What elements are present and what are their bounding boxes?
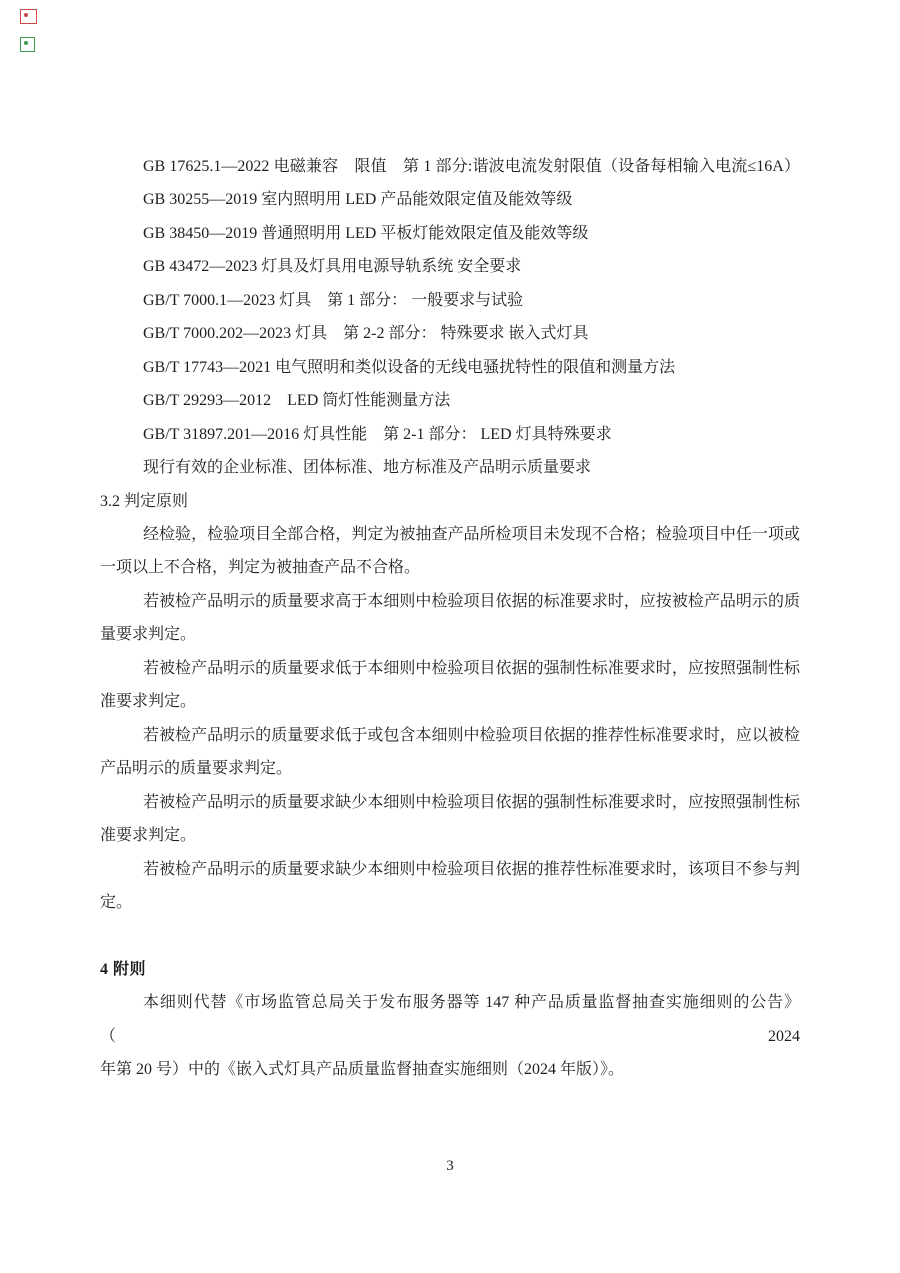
standard-ref-line: GB 30255—2019 室内照明用 LED 产品能效限定值及能效等级 — [143, 191, 573, 209]
standard-ref-line: 现行有效的企业标准、团体标准、地方标准及产品明示质量要求 — [143, 459, 592, 477]
standard-ref-line: GB 38450—2019 普通照明用 LED 平板灯能效限定值及能效等级 — [143, 224, 589, 242]
paragraph-line: 量要求判定。 — [100, 626, 197, 644]
page-number: 3 — [446, 1158, 454, 1174]
paragraph-line: 本细则代替《市场监管总局关于发布服务器等 147 种产品质量监督抽查实施细则的公告》（2024 — [100, 994, 800, 1045]
blank-line — [100, 919, 800, 952]
paragraph-line: 若被检产品明示的质量要求缺少本细则中检验项目依据的推荐性标准要求时，该项目不参与判 — [143, 860, 800, 878]
document-body — [100, 150, 800, 1087]
paragraph-line: 定。 — [100, 893, 133, 911]
paragraph-line: 准要求判定。 — [100, 827, 197, 845]
standard-ref-line: GB/T 7000.1—2023 灯具 第 1 部分： 一般要求与试验 — [143, 291, 524, 309]
section-heading-appendix: 4 附则 — [100, 960, 147, 978]
paragraph-line: 若被检产品明示的质量要求低于或包含本细则中检验项目依据的推荐性标准要求时，应以被检 — [143, 726, 800, 744]
standard-ref-line: GB/T 29293—2012 LED 筒灯性能测量方法 — [143, 392, 451, 410]
standard-ref-line: GB 17625.1—2022 电磁兼容 限值 第 1 部分:谐波电流发射限值（设备每相输入电流≤16A） — [143, 158, 800, 175]
paragraph-line: 若被检产品明示的质量要求缺少本细则中检验项目依据的强制性标准要求时，应按照强制性标 — [143, 793, 800, 811]
image-placeholder-icon-green — [20, 37, 35, 52]
paragraph-line: 产品明示的质量要求判定。 — [100, 760, 293, 778]
standard-ref-line: GB/T 31897.201—2016 灯具性能 第 2-1 部分： LED 灯具特殊要求 — [143, 425, 612, 443]
image-placeholder-icon-red — [20, 9, 37, 24]
paragraph-line: 一项以上不合格，判定为被抽查产品不合格。 — [100, 559, 421, 577]
standard-ref-line: GB/T 17743—2021 电气照明和类似设备的无线电骚扰特性的限值和测量方法 — [143, 358, 676, 376]
standard-ref-line: GB/T 7000.202—2023 灯具 第 2-2 部分： 特殊要求 嵌入式灯具 — [143, 325, 589, 343]
paragraph-line: 准要求判定。 — [100, 693, 197, 711]
paragraph-line: 年第 20 号）中的《嵌入式灯具产品质量监督抽查实施细则（2024 年版）》。 — [100, 1061, 625, 1079]
paragraph-line: 若被检产品明示的质量要求低于本细则中检验项目依据的强制性标准要求时，应按照强制性标 — [143, 659, 800, 677]
section-heading-judgment: 3.2 判定原则 — [100, 492, 189, 510]
paragraph-line: 若被检产品明示的质量要求高于本细则中检验项目依据的标准要求时，应按被检产品明示的质 — [143, 592, 800, 610]
standard-ref-line: GB 43472—2023 灯具及灯具用电源导轨系统 安全要求 — [143, 258, 522, 276]
paragraph-line: 经检验，检验项目全部合格，判定为被抽查产品所检项目未发现不合格；检验项目中任一项或 — [143, 525, 800, 543]
